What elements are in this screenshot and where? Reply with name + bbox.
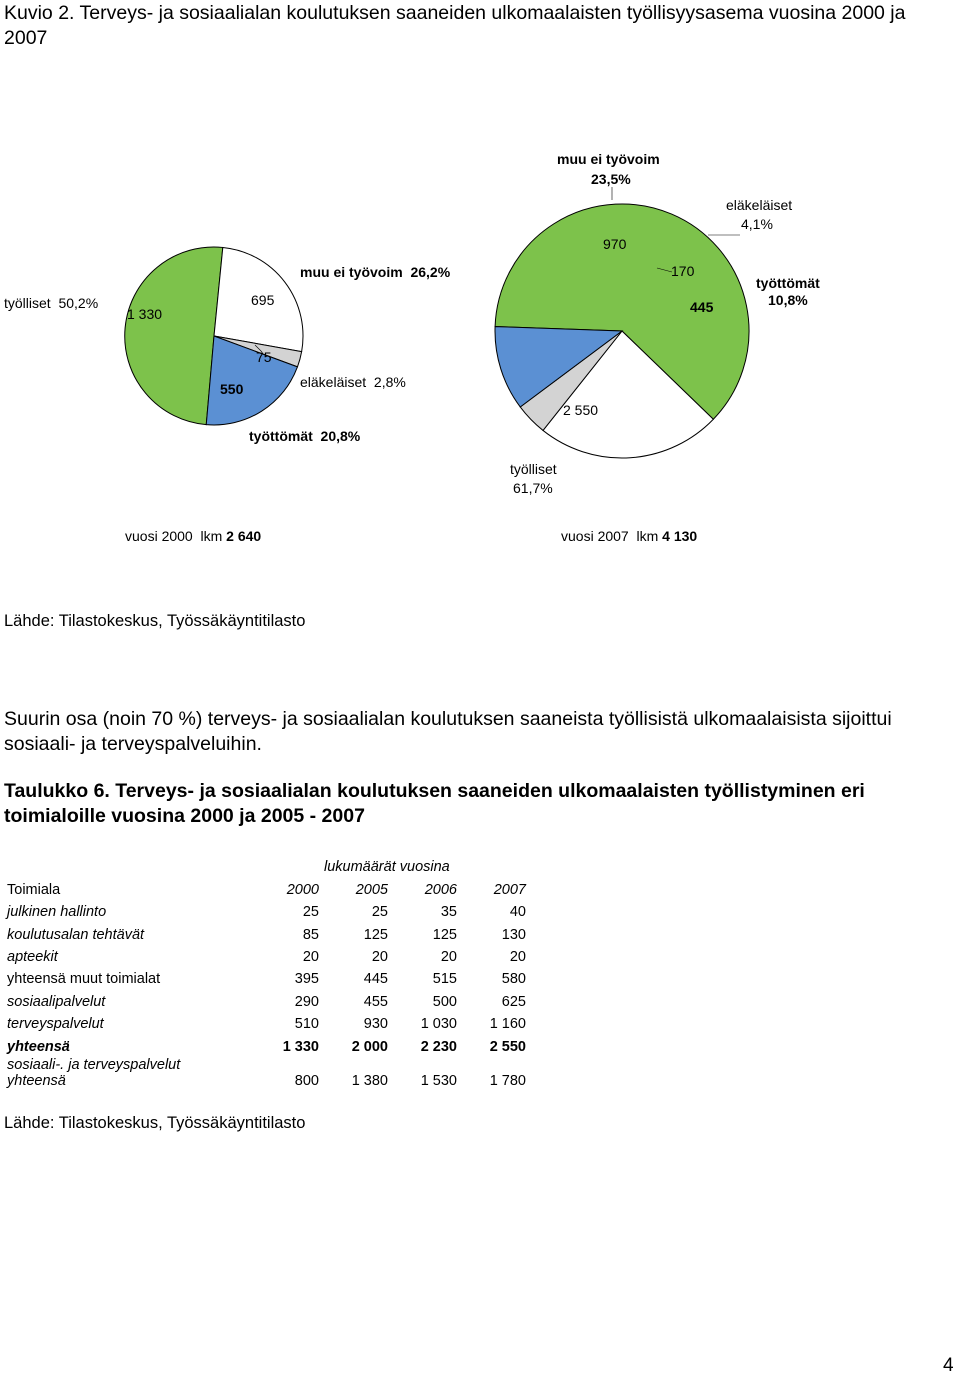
table-cell: 510 xyxy=(294,1016,319,1033)
pie2000-tyolliset-value: 1 330 xyxy=(127,306,163,322)
table-header-year: 2005 xyxy=(355,881,388,898)
pie2000-tyottomat-pct: työttömät 20,8% xyxy=(249,428,361,444)
figure-caption: Kuvio 2. Terveys- ja sosiaalialan koulutuksen saaneiden ulkomaalaisten työllisyysasema vuosina 2000 ja 2007 xyxy=(4,2,906,49)
table-header-year: 2006 xyxy=(424,881,457,898)
table-cell: 1 030 xyxy=(420,1016,457,1033)
table-row-label: koulutusalan tehtävät xyxy=(7,926,145,943)
table-row-label: terveyspalvelut xyxy=(7,1016,104,1033)
table-cell: 800 xyxy=(294,1072,319,1089)
table-row xyxy=(7,898,526,920)
table-header-year: 2007 xyxy=(493,881,526,898)
source-note-1: Lähde: Tilastokeskus, Työssäkäyntitilasto xyxy=(4,612,306,630)
table-cell: 20 xyxy=(440,948,457,965)
pie2000-elakelaiset-pct: eläkeläiset 2,8% xyxy=(300,374,406,390)
pie-charts-figure xyxy=(0,0,960,600)
table-row-label: yhteensä muut toimialat xyxy=(7,971,161,988)
table-cell: 130 xyxy=(501,926,526,943)
table-cell: 1 330 xyxy=(282,1038,319,1055)
pie2007-tyolliset-value: 2 550 xyxy=(563,402,599,418)
pie2007-tyottomat-pct-value: 10,8% xyxy=(768,292,808,308)
table-row-label-line: yhteensä xyxy=(7,1072,66,1089)
pie2007-total xyxy=(561,528,697,544)
table-unit-label: lukumäärät vuosina xyxy=(324,859,450,876)
table-row-label: yhteensä xyxy=(7,1038,70,1055)
table-row xyxy=(7,987,526,1009)
table-header-label: Toimiala xyxy=(7,881,61,898)
table-row-label xyxy=(7,1055,262,1089)
pie2007-tyottomat-value: 445 xyxy=(690,299,714,315)
pie2000-total-value: 2 640 xyxy=(226,528,262,544)
table-header-year: 2000 xyxy=(286,881,319,898)
table-row xyxy=(7,1055,526,1089)
table-cell: 20 xyxy=(371,948,388,965)
pie2007-total-value: 4 130 xyxy=(662,528,698,544)
pie2007-muu-pct-value: 23,5% xyxy=(591,171,631,187)
table-row xyxy=(7,920,526,942)
table-cell: 2 230 xyxy=(420,1038,457,1055)
data-table xyxy=(7,853,526,1089)
table-cell: 1 380 xyxy=(351,1072,388,1089)
table-unit-row xyxy=(7,853,526,875)
pie2007-total-prefix: lkm xyxy=(636,528,659,544)
table-cell: 85 xyxy=(302,926,319,943)
body-paragraph: Suurin osa (noin 70 %) terveys- ja sosiaalialan koulutuksen saaneista työllisistä ulkomaalaisista sijoittui sosiaali- ja terveyspalveluihin. xyxy=(4,708,892,755)
table-row-label: apteekit xyxy=(7,948,58,965)
table-cell: 125 xyxy=(432,926,457,943)
source-note-2: Lähde: Tilastokeskus, Työssäkäyntitilasto xyxy=(4,1114,306,1132)
table-cell: 580 xyxy=(501,971,526,988)
pie2000-total-label: vuosi 2000 xyxy=(125,528,193,544)
pie2007-elakelaiset-pct-name: eläkeläiset xyxy=(726,197,793,213)
table-cell: 625 xyxy=(501,993,526,1010)
pie2000-muu-pct: muu ei työvoim 26,2% xyxy=(300,264,451,280)
page-number: 4 xyxy=(943,1355,954,1376)
table-row-label: sosiaalipalvelut xyxy=(7,993,106,1010)
table-row-label-line: sosiaali-. ja terveyspalvelut xyxy=(7,1056,181,1073)
table-cell: 2 550 xyxy=(489,1038,526,1055)
table-row xyxy=(7,943,526,965)
table-cell: 25 xyxy=(371,904,388,921)
table-cell: 20 xyxy=(302,948,319,965)
table-cell: 1 780 xyxy=(489,1072,526,1089)
pie-2000 xyxy=(125,247,303,425)
pie2007-muu-value: 970 xyxy=(603,236,627,252)
pie2000-tyolliset-pct: työlliset 50,2% xyxy=(4,295,99,311)
pie2000-total xyxy=(125,528,261,544)
table-cell: 930 xyxy=(363,1016,388,1033)
pie2007-elakelaiset-value: 170 xyxy=(671,263,695,279)
table-cell: 20 xyxy=(509,948,526,965)
pie2000-tyottomat-value: 550 xyxy=(220,381,244,397)
table-cell: 25 xyxy=(302,904,319,921)
table-cell: 290 xyxy=(294,993,319,1010)
table-row xyxy=(7,965,526,987)
table-cell: 2 000 xyxy=(351,1038,388,1055)
table-cell: 395 xyxy=(294,971,319,988)
table-cell: 500 xyxy=(432,993,457,1010)
pie2007-muu-pct-name: muu ei työvoim xyxy=(557,151,660,167)
pie2007-tyolliset-pct-name: työlliset xyxy=(510,461,557,477)
table-cell: 40 xyxy=(509,904,526,921)
pie2007-tyolliset-pct-value: 61,7% xyxy=(513,480,553,496)
table-header-row xyxy=(7,875,526,897)
pie2000-elakelaiset-value: 75 xyxy=(256,349,272,365)
table-cell: 445 xyxy=(363,971,388,988)
table-cell: 515 xyxy=(432,971,457,988)
pie2007-elakelaiset-pct-value: 4,1% xyxy=(741,216,773,232)
table-row-label: julkinen hallinto xyxy=(7,904,107,921)
table-cell: 455 xyxy=(363,993,388,1010)
pie2000-total-prefix: lkm xyxy=(200,528,223,544)
pie2000-muu-value: 695 xyxy=(251,292,275,308)
table-cell: 1 160 xyxy=(489,1016,526,1033)
pie2007-tyottomat-pct-name: työttömät xyxy=(756,275,820,291)
table-cell: 125 xyxy=(363,926,388,943)
table-cell: 1 530 xyxy=(420,1072,457,1089)
table-caption: Taulukko 6. Terveys- ja sosiaalialan koulutuksen saaneiden ulkomaalaisten työllistyminen eri toimialoille vuosina 2000 ja 2005 - 2007 xyxy=(4,780,865,827)
pie2007-total-label: vuosi 2007 xyxy=(561,528,629,544)
table-row xyxy=(7,1032,526,1054)
table-cell: 35 xyxy=(440,904,457,921)
table-row xyxy=(7,1010,526,1032)
